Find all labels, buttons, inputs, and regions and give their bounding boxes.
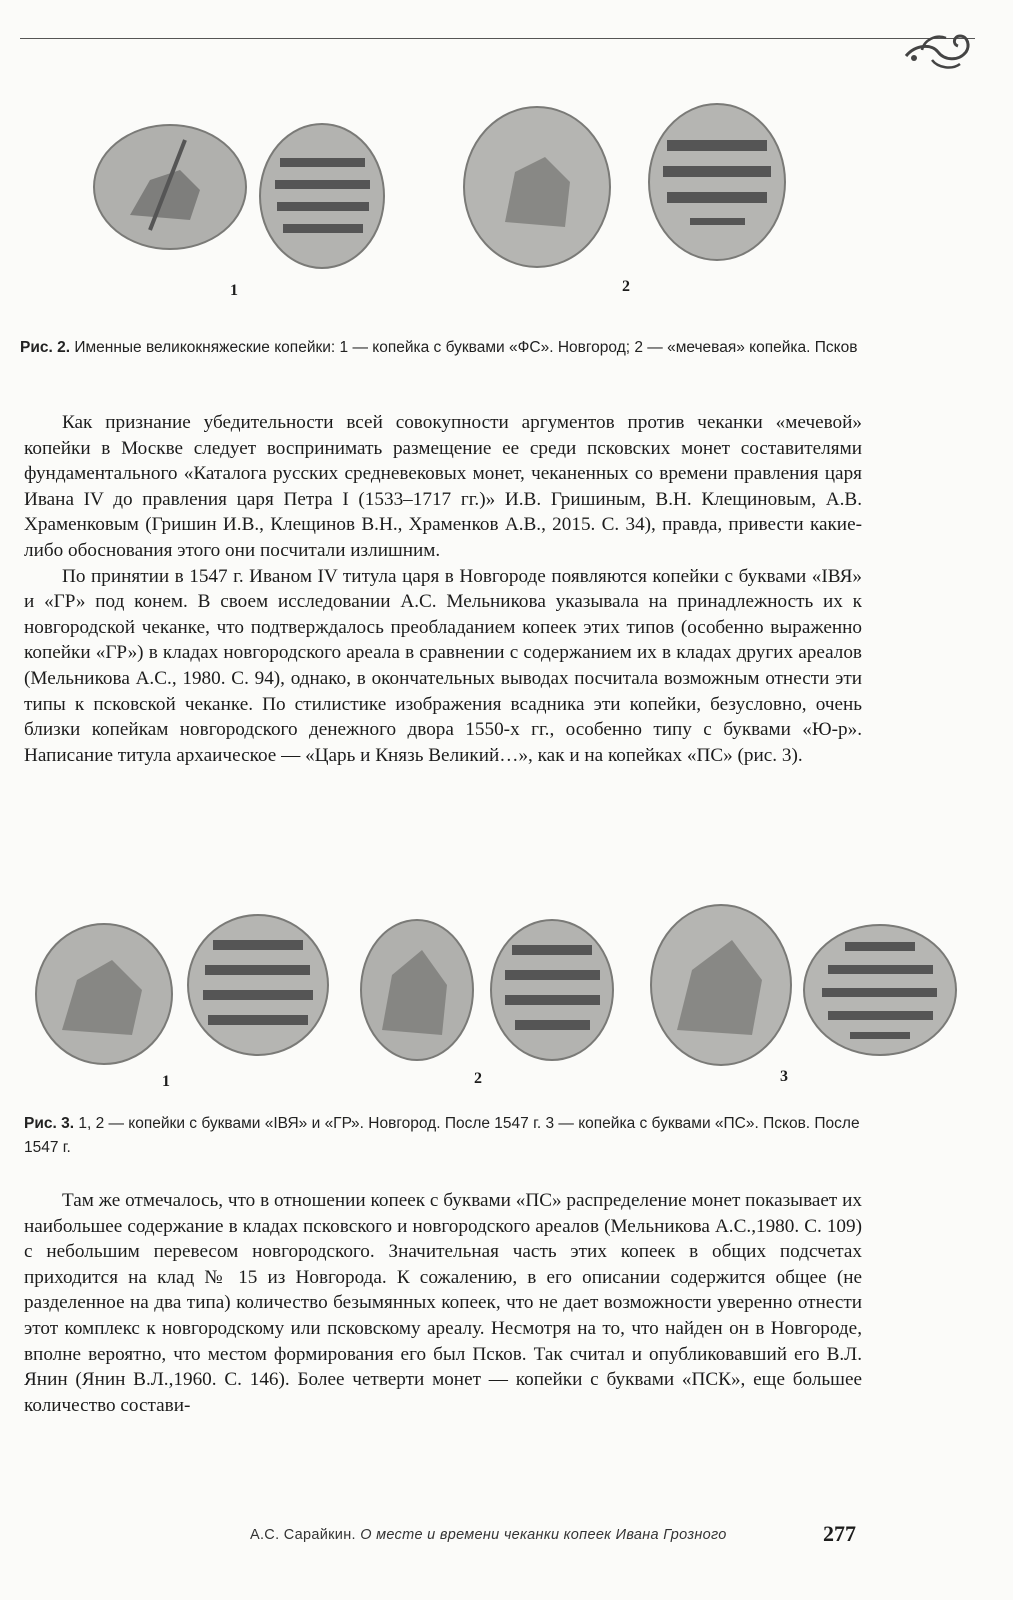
coin-image: [90, 120, 250, 255]
header-rule: [20, 38, 975, 39]
paragraph: Как признание убедительности всей совокупности аргументов против чеканки «мечевой» копейки в Москве следует воспринимать размещение ее среди псковских монет составителями фундаментального «Каталога русских средневековых монет, чеканенных со времени правления царя Ивана IV до правления царя Петра I (1533–1717 гг.)» И.В. Гришиным, В.Н. Клещиновым, А.В. Храменковым (Гришин И.В., Клещинов В.Н., Храменков А.В., 2015. С. 34), правда, привести какие-либо обоснования этого они посчитали излишним.: [24, 412, 862, 561]
body-text-block: [24, 1188, 862, 1418]
ornament-icon: [902, 22, 974, 74]
caption-label: Рис. 2.: [20, 339, 71, 356]
coin-image: [255, 118, 390, 273]
coin-image: [645, 100, 790, 265]
paragraph: Там же отмечалось, что в отношении копеек с буквами «ПС» распределение монет показывает их наибольшее содержание в кладах псковского и новгородского ареалов (Мельникова А.С.,1980. С. 109) с небольшим перевесом новгородского. Значительная часть этих копеек в общих подсчетах приходится на клад № 15 из Новгорода. К сожалению, в его описании содержится общее (не разделенное на два типа) количество безымянных копеек, что не дает возможности уверенно отнести этот комплекс к новгородскому или псковскому ареалу. Несмотря на то, что найден он в Новгороде, вполне вероятно, что местом формирования его был Псков. Так считал и опубликовавший его В.Л. Янин (Янин В.Л.,1960. С. 146). Более четверти монет — копейки с буквами «ПСК», еще большее количество состави-: [24, 1190, 862, 1416]
body-text-block: [24, 410, 862, 768]
coin-image: [32, 920, 177, 1068]
coin-image: [357, 915, 477, 1065]
coin-image: [647, 900, 795, 1070]
footer-title: О месте и времени чеканки копеек Ивана Грозного: [360, 1527, 727, 1543]
coin-image: [800, 920, 960, 1060]
caption-text: 1, 2 — копейки с буквами «IВЯ» и «ГР». Новгород. После 1547 г. 3 — копейка с буквами «ПС». Псков. После 1547 г.: [24, 1115, 860, 1156]
caption-label: Рис. 3.: [24, 1115, 75, 1132]
coin-image: [487, 915, 617, 1065]
coin-image: [460, 102, 615, 272]
page-number: 277: [823, 1521, 856, 1546]
figure-label: 1: [162, 1073, 170, 1090]
figure-caption: [24, 1112, 862, 1160]
figure-label: 1: [230, 282, 238, 299]
figure-caption: [20, 336, 860, 360]
running-footer: [250, 1527, 870, 1543]
caption-text: Именные великокняжеские копейки: 1 — копейка с буквами «ФС». Новгород; 2 — «мечевая» копейка. Псков: [74, 339, 858, 356]
figure-label: 2: [474, 1070, 482, 1087]
footer-author: А.С. Сарайкин.: [250, 1527, 356, 1543]
figure-label: 3: [780, 1068, 788, 1085]
paragraph: По принятии в 1547 г. Иваном IV титула царя в Новгороде появляются копейки с буквами «IВЯ» и «ГР» под конем. В своем исследовании А.С. Мельникова указывала на принадлежность их к новгородской чеканке, что подтверждалось преобладанием копеек этих типов (особенно выраженно копейки «ГР») в кладах новгородского ареала в сравнении с содержанием их в кладах других ареалов (Мельникова А.С., 1980. С. 94), однако, в окончательных выводах посчитала возможным отнести эти типы к псковской чеканке. По стилистике изображения всадника эти копейки, безусловно, очень близки копейкам новгородского денежного двора 1550-х гг., особенно типу с буквами «Ю-р». Написание титула архаическое — «Царь и Князь Великий…», как и на копейках «ПС» (рис. 3).: [24, 565, 862, 766]
coin-image: [183, 910, 333, 1060]
figure-label: 2: [622, 278, 630, 295]
